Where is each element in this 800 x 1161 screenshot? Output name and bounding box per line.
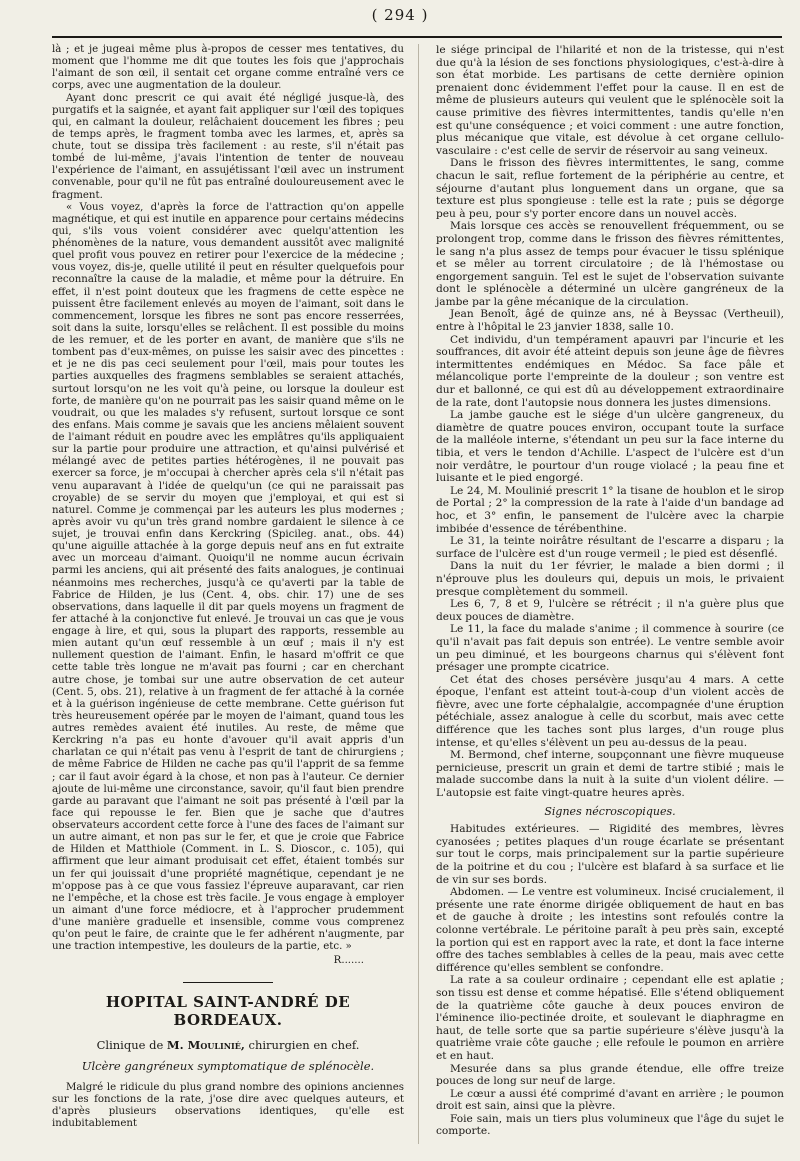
autopsy-paragraph-5: Le cœur a aussi été comprimé d'avant en arrière ; le poumon droit est sain, ainsi que la plèvre. bbox=[436, 1087, 784, 1113]
clinic-name: M. Moulinié, bbox=[166, 1037, 245, 1052]
autopsy-paragraph-6: Foie sain, mais un tiers plus volumineux que l'âge du sujet le comporte. bbox=[436, 1112, 784, 1138]
hospital-title: HOPITAL SAINT-ANDRÉ DE BORDEAUX. bbox=[105, 992, 351, 1029]
right-paragraph-8: Le 31, la teinte noirâtre résultant de l'escarre a disparu ; la surface de l'ulcère est d'un rouge vermeil ; le pied est désenflé. bbox=[436, 535, 784, 560]
left-paragraph-1: là ; et je jugeai même plus à-propos de cesser mes tentatives, du moment que l'homme me dit que toutes les fois que j'approchais l'aimant de son œil, il sentait cet organe comme entraîné vers ce corps, avec une augmentation de la douleur. bbox=[52, 44, 404, 92]
right-paragraph-5: Cet individu, d'un tempérament apauvri par l'incurie et les souffrances, dit avoir été atteint depuis son jeune âge de fièvres intermittentes endémiques en Médoc. Sa face pâle et mélancolique porte l'empreinte de la douleur ; son ventre est dur et ballonné, ce qui est dû au développement extraordinaire de la rate, dont l'autopsie nous donnera les justes dimensions. bbox=[436, 333, 784, 409]
section-separator bbox=[183, 982, 273, 983]
right-paragraph-11: Le 11, la face du malade s'anime ; il commence à sourire (ce qu'il n'avait pas fait depuis son entrée). Le ventre semble avoir un peu diminué, et les bourgeons charnus qui s'élèvent font présager une prompte cicatrice. bbox=[436, 623, 784, 674]
clinic-line bbox=[52, 1039, 404, 1051]
right-paragraph-2: Dans le frisson des fièvres intermittentes, le sang, comme chacun le sait, reflue fortement de la périphérie au centre, et séjourne d'autant plus longuement dans un organe, que sa texture est plus spongieuse : telle est la rate ; puis se dégorge peu à peu, pour s'y porter encore dans un nouvel accès. bbox=[436, 157, 784, 220]
section-heading: Signes nécroscopiques. bbox=[544, 804, 676, 818]
right-paragraph-6: La jambe gauche est le siége d'un ulcère gangreneux, du diamètre de quatre pouces environ, occupant toute la surface de la malléole interne, s'étendant un peu sur la face interne du tibia, et vers le tendon d'Achille. L'aspect de l'ulcère est d'un noir verdâtre, le pourtour d'un rouge violacé ; la peau fine et luisante et le pied engorgé. bbox=[436, 409, 784, 485]
clinic-suffix: chirurgien en chef. bbox=[248, 1037, 360, 1052]
right-paragraph-10: Les 6, 7, 8 et 9, l'ulcère se rétrécit ; il n'a guère plus que deux pouces de diamètre. bbox=[436, 598, 784, 623]
page-number: ( 294 ) bbox=[371, 6, 429, 24]
left-paragraph-3: « Vous voyez, d'après la force de l'attraction qu'on appelle magnétique, et qui est inutile en apparence pour certains médecins qui, s'ils vous voient considérer avec quelqu'attention les phénomènes de la nature, vous demandent aussitôt avec malignité quel profit vous pouvez en retirer pour l'exercice de la médecine ; vous voyez, dis-je, quelle utilité il peut en résulter quelquefois pour reconnaître la cause de la maladie, et même pour la détruire. En effet, il n'est point douteux que les fragmens de cette espèce ne puissent être facilement enlevés au moyen de l'aimant, soit dans le commencement, lorsque les fibres ne sont pas encore resserrées, soit dans la suite, lorsqu'elles se relâchent. Il est possible du moins de les remuer, et de les porter en avant, de manière que s'ils ne tombent pas d'eux-mêmes, on puisse les saisir avec des pincettes : et je ne dis pas ceci seulement pour l'œil, mais pour toutes les parties auxquelles des fragmens semblables se seraient attachés, surtout lorsqu'on ne les voit qu'à peine, ou lorsque la douleur est forte, de manière qu'on ne pourrait pas les saisir quand même on le voudrait, ou que les malades s'y refusent, surtout lorsque ce sont des enfans. Mais comme je savais que les anciens mêlaient souvent de l'aimant réduit en poudre avec les emplâtres qu'ils appliquaient sur la partie pour produire une attraction, et qu'ainsi pulvérisé et mélangé avec de petites parties hétérogènes, il ne pouvait pas exercer sa force, je m'occupai à chercher après cela s'il n'était pas venu auparavant à l'idée de quelqu'un (ce qui ne paraissait pas croyable) de se servir du moyen que j'employai, et qui est si naturel. Comme je commençai par les auteurs les plus modernes ; après avoir vu qu'un très grand nombre gardaient le silence à ce sujet, je trouvai enfin dans Kerckring (Spicileg. anat., obs. 44) qu'une aiguille attachée à la gorge depuis neuf ans en fut extraite avec un morceau d'aimant. Quoiqu'il ne nomme aucun écrivain parmi les anciens, qui ait présenté des faits analogues, je continuai néanmoins mes recherches, jusqu'à ce qu'averti par la table de Fabrice de Hilden, je lus (Cent. 4, obs. chir. 17) une de ses observations, dans laquelle il dit par quels moyens un fragment de fer attaché à la conjonctive fut enlevé. Je trouvai un cas que je vous engage à lire, et qui, sous la plupart des rapports, ressemble au mien autant qu'un œuf ressemble à un œuf ; mais il n'y est nullement question de l'aimant. Enfin, le hasard m'offrit ce que cette table très longue ne m'avait pas fourni ; car en cherchant autre chose, je tombai sur une autre observation de cet auteur (Cent. 5, obs. 21), relative à un fragment de fer attaché à la cornée et à la guérison ingénieuse de cette membrane. Cette guérison fut très heureusement opérée par le moyen de l'aimant, quand tous les autres remèdes avaient été inutiles. Au reste, de même que Kerckring n'a pas eu honte d'avouer qu'il avait appris d'un charlatan ce qui n'était pas venu à l'esprit de tant de chirurgiens ; de même Fabrice de Hilden ne cache pas qu'il l'apprit de sa femme ; car il faut avoir égard à la chose, et non pas à l'auteur. Ce dernier ajoute de lui-même une circonstance, savoir, qu'il faut bien prendre garde au paravant que l'aimant ne soit pas présenté à l'œil par la face qui repousse le fer. Bien que je sache que d'autres observateurs accordent cette force à l'une des faces de l'aimant sur un autre aimant, et non pas sur le fer, et que je croie que Fabrice de Hilden et Matthiole (Comment. in L. S. Dioscor., c. 105), qui affirment que leur aimant produisait cet effet, étaient tombés sur un fer qui jouissait d'une propriété magnétique, cependant je ne m'oppose pas à ce que vous fassiez l'épreuve auparavant, car rien ne l'empêche, et la chose est très facile. Je vous engage à employer un aimant d'une force médiocre, et à l'approcher prudemment d'une manière graduelle et insensible, comme vous comprenez qu'on peut le faire, de crainte que le fer adhérent n'augmente, par une traction intempestive, les douleurs de la partie, etc. » bbox=[52, 201, 404, 953]
right-paragraph-7: Le 24, M. Moulinié prescrit 1° la tisane de houblon et le sirop de Portal ; 2° la compression de la rate à l'aide d'un bandage ad hoc, et 3° enfin, le pansement de l'ulcère avec la charpie imbibée d'essence de térébenthine. bbox=[436, 484, 784, 535]
right-paragraph-12: Cet état des choses persévère jusqu'au 4 mars. A cette époque, l'enfant est atteint tout-à-coup d'un violent accès de fièvre, avec une forte céphalalgie, accompagnée d'une éruption pétéchiale, assez analogue à celle du scorbut, mais avec cette différence que les taches sont plus larges, d'un rouge plus intense, et qu'elles s'élèvent un peu au-dessus de la peau. bbox=[436, 673, 784, 749]
right-paragraph-13: M. Bermond, chef interne, soupçonnant une fièvre muqueuse pernicieuse, prescrit un grain et demi de tartre stibié ; mais le malade succombe dans la nuit à la suite d'un violent délire. — L'autopsie est faite vingt-quatre heures après. bbox=[436, 749, 784, 800]
autopsy-paragraph-2: Abdomen. — Le ventre est volumineux. Incisé crucialement, il présente une rate énorme dirigée obliquement de haut en bas et de gauche à droite ; les intestins sont refoulés contre la colonne vertébrale. Le péritoine paraît à peu près sain, excepté la portion qui est en rapport avec la rate, et dont la face interne offre des taches semblables à celles de la peau, mais avec cette différence qu'elles semblent se confondre. bbox=[436, 886, 784, 974]
autopsy-paragraph-1: Habitudes extérieures. — Rigidité des membres, lèvres cyanosées ; petites plaques d'un rouge écarlate se présentant sur tout le corps, mais principalement sur la partie supérieure de la poitrine et du cou ; l'ulcère est blafard à sa surface et lie de vin sur ses bords. bbox=[436, 823, 784, 886]
left-paragraph-2: Ayant donc prescrit ce qui avait été négligé jusque-là, des purgatifs et la saignée, et ayant fait appliquer sur l'œil des topiques qui, en calmant la douleur, relâchaient doucement les fibres ; peu de temps après, le fragment tomba avec les larmes, et, après sa chute, tout se dissipa très facilement : au reste, s'il n'était pas tombé de lui-même, j'avais l'intention de tenter de nouveau l'expérience de l'aimant, en assujétissant l'œil avec un instrument convenable, pour qu'il ne fût pas entraîné douloureusement avec le fragment. bbox=[52, 92, 404, 201]
right-paragraph-9: Dans la nuit du 1er février, le malade a bien dormi ; il n'éprouve plus les douleurs qui, depuis un mois, le privaient presque complètement du sommeil. bbox=[436, 560, 784, 598]
right-column bbox=[436, 44, 784, 1138]
autopsy-paragraph-4: Mesurée dans sa plus grande étendue, elle offre treize pouces de long sur neuf de large. bbox=[436, 1062, 784, 1088]
signature: R....... bbox=[333, 955, 364, 967]
right-paragraph-1: le siége principal de l'hilarité et non de la tristesse, qui n'est due qu'à la lésion de ses fonctions physiologiques, c'est-à-dire à son état morbide. Les partisans de cette dernière opinion prenaient donc évidemment l'effet pour la cause. Il en est de même de plusieurs auteurs qui veulent que le splénocèle soit la cause primitive des fièvres intermittentes, tandis qu'elle n'en est qu'une conséquence ; et voici comment : une autre fonction, plus mécanique que vitale, est dévolue à cet organe cellulo-vasculaire : c'est celle de servir de réservoir au sang veineux. bbox=[436, 44, 784, 157]
autopsy-paragraph-3: La rate a sa couleur ordinaire ; cependant elle est aplatie ; son tissu est dense et comme hépatisé. Elle s'étend obliquement de la quatrième côte gauche à deux pouces environ de l'éminence ilio-pectinée droite, et soulevant le diaphragme en haut, de telle sorte que sa partie supérieure s'élève jusqu'à la quatrième vraie côte gauche ; elle refoule le poumon en arrière et en haut. bbox=[436, 974, 784, 1062]
right-paragraph-4: Jean Benoît, âgé de quinze ans, né à Beyssac (Vertheuil), entre à l'hôpital le 23 janvier 1838, salle 10. bbox=[436, 308, 784, 334]
column-divider bbox=[418, 44, 419, 1144]
case-subtitle: Ulcère gangréneux symptomatique de splénocèle. bbox=[81, 1058, 375, 1073]
header-rule bbox=[52, 36, 782, 38]
right-paragraph-3: Mais lorsque ces accès se renouvellent fréquemment, ou se prolongent trop, comme dans le frisson des fièvres rémittentes, le sang n'a plus assez de temps pour évacuer le tissu splénique et se mêler au torrent circulatoire ; de là l'hémostase ou engorgement sanguin. Tel est le sujet de l'observation suivante dont le splénocèle a déterminé un ulcère gangréneux de la jambe par la gêne mécanique de la circulation. bbox=[436, 220, 784, 308]
left-closing-paragraph: Malgré le ridicule du plus grand nombre des opinions anciennes sur les fonctions de la rate, j'ose dire avec quelques auteurs, et d'après plusieurs observations identiques, qu'elle est indubitablement bbox=[52, 1081, 404, 1130]
clinic-prefix: Clinique de bbox=[96, 1037, 164, 1052]
left-column bbox=[52, 44, 404, 1130]
